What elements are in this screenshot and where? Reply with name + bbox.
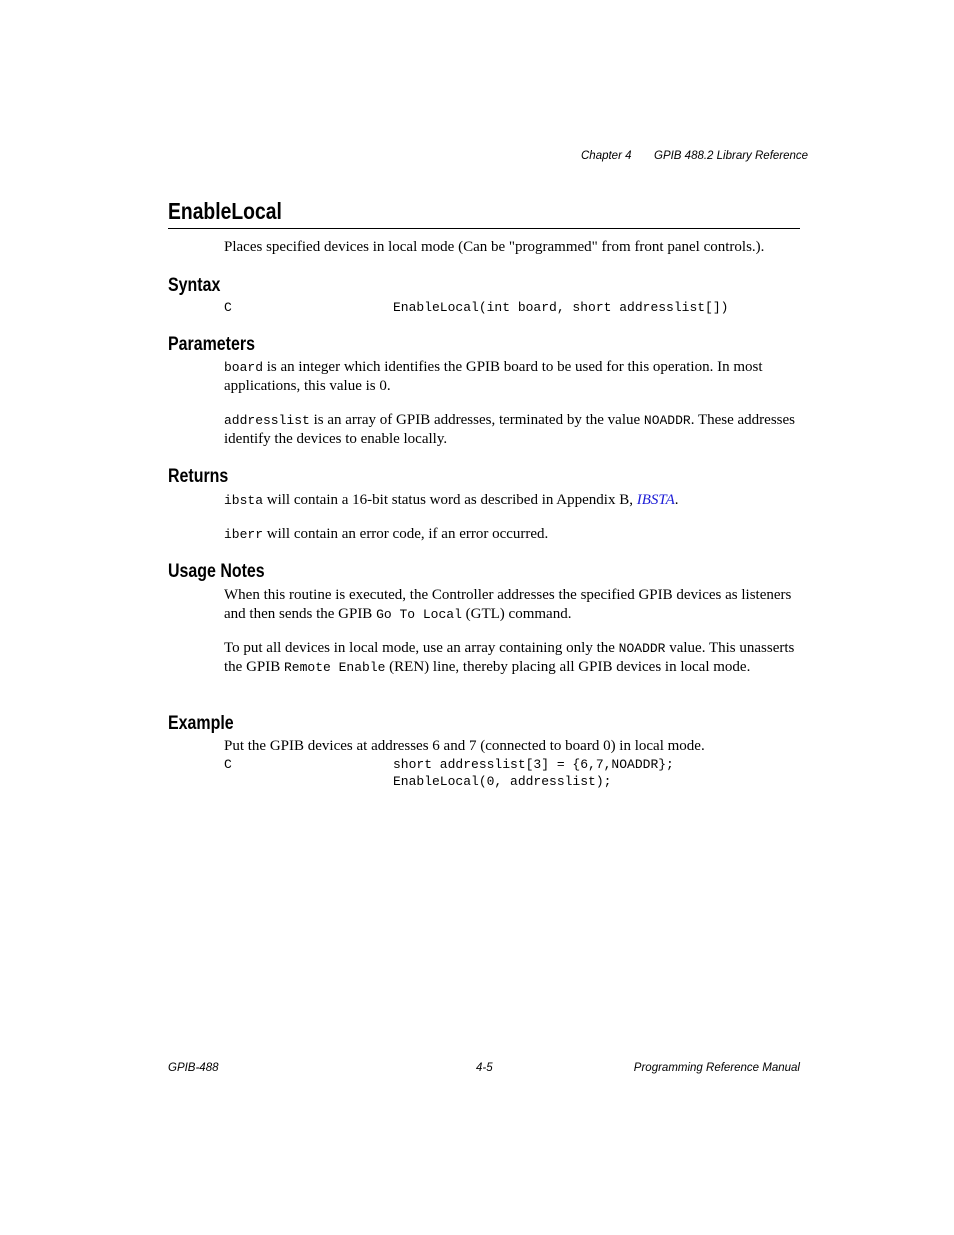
header-section: GPIB 488.2 Library Reference [654, 150, 809, 162]
function-description: Places specified devices in local mode (Can be "programmed" from front panel controls.). [224, 239, 765, 255]
footer-manual-title: Programming Reference Manual [633, 1062, 800, 1074]
usage-p2-text-mid: value. This unasserts the GPIB [224, 640, 795, 675]
parameters-heading: Parameters [168, 334, 255, 355]
header-chapter: Chapter 4 [581, 150, 632, 162]
gtl-command: Go To Local [376, 607, 462, 622]
syntax-code: EnableLocal(int board, short addresslist[]) [393, 300, 729, 315]
returns-iberr [224, 525, 800, 544]
usage-p1-text-end: (GTL) command. [461, 606, 572, 622]
parameter-addresslist-description [224, 411, 800, 449]
example-language: C [224, 757, 232, 772]
title-divider [168, 228, 800, 229]
parameter-name-board: board [224, 360, 264, 375]
ibsta-period: . [674, 492, 679, 508]
usage-p2-text: To put all devices in local mode, use an array containing only the [224, 640, 619, 656]
ibsta-text: will contain a 16-bit status word as described in Appendix B, [263, 492, 637, 508]
usage-p2-text-end: (REN) line, thereby placing all GPIB devices in local mode. [385, 659, 751, 675]
parameter-board-text: is an integer which identifies the GPIB board to be used for this operation. In most applications, this value is 0. [224, 359, 763, 394]
parameter-addresslist-text: is an array of GPIB addresses, terminated by the value [309, 412, 644, 428]
parameter-board-description [224, 358, 800, 396]
example-heading: Example [168, 713, 234, 734]
footer-product: GPIB-488 [168, 1062, 219, 1074]
iberr-text: will contain an error code, if an error occurred. [263, 526, 549, 542]
parameter-addresslist-text-end: . These addresses identify the devices to enable locally. [224, 412, 795, 447]
returns-heading: Returns [168, 466, 229, 487]
usage-notes-heading: Usage Notes [168, 561, 265, 582]
ibsta-variable: ibsta [224, 493, 264, 508]
page-title: EnableLocal [168, 198, 282, 224]
ibsta-link[interactable]: IBSTA [636, 492, 675, 508]
remote-enable-line: Remote Enable [284, 660, 386, 675]
footer-page-number: 4-5 [476, 1062, 493, 1074]
usage-paragraph-1 [224, 586, 800, 624]
noaddr-constant: NOADDR [643, 413, 691, 428]
returns-ibsta [224, 491, 800, 510]
example-code-line-1: short addresslist[3] = {6,7,NOADDR}; [393, 757, 674, 772]
iberr-variable: iberr [224, 527, 264, 542]
parameter-name-addresslist: addresslist [224, 413, 310, 428]
usage-p1-text: When this routine is executed, the Controller addresses the specified GPIB devices as listeners and then sends the GPIB [224, 587, 792, 622]
example-description: Put the GPIB devices at addresses 6 and 7 (connected to board 0) in local mode. [224, 738, 705, 754]
example-code-line-2: EnableLocal(0, addresslist); [393, 774, 612, 789]
syntax-language: C [224, 300, 232, 315]
syntax-heading: Syntax [168, 275, 221, 296]
usage-paragraph-2 [224, 639, 800, 677]
noaddr-value: NOADDR [618, 641, 666, 656]
